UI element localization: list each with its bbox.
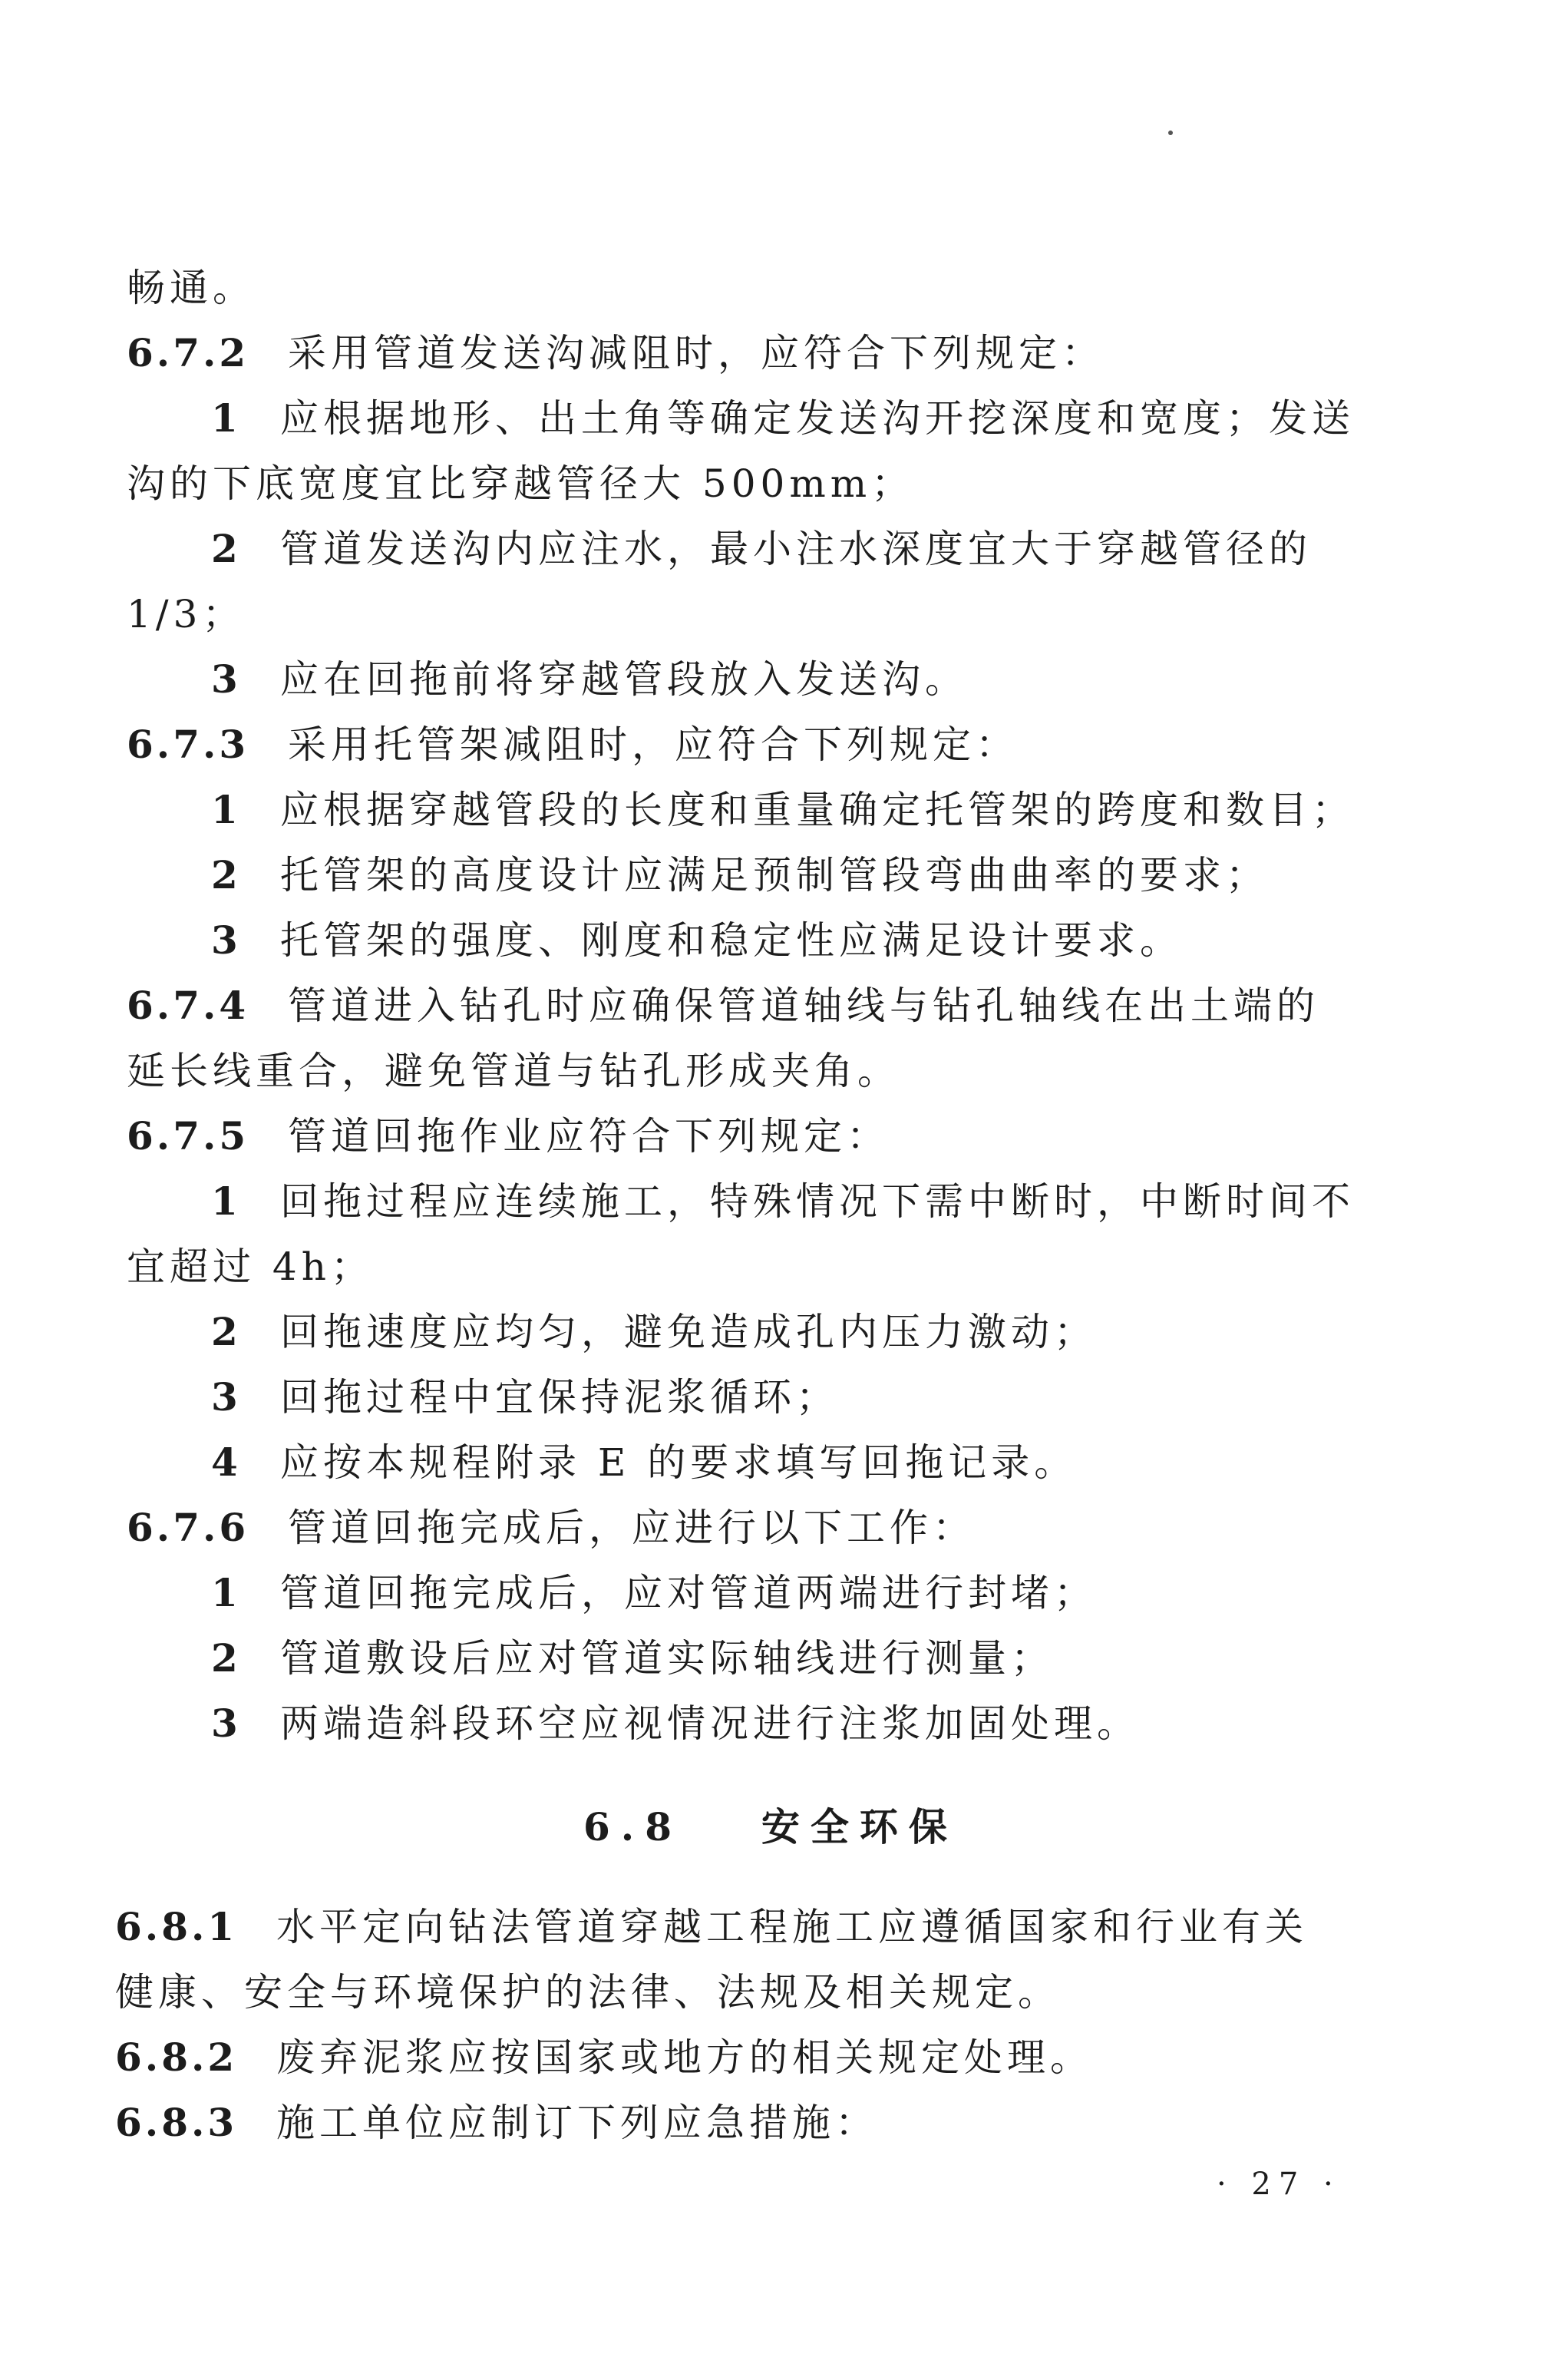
section-title: 安全环保 xyxy=(761,1804,958,1849)
item-line xyxy=(211,1701,1140,1747)
clause-number: 6.8.1 xyxy=(115,1904,238,1949)
clause-number: 6.7.6 xyxy=(127,1505,249,1550)
item-text: 回拖速度应均匀，避免造成孔内压力激动； xyxy=(280,1310,1097,1354)
clause-text: 管道回拖完成后，应进行以下工作： xyxy=(288,1506,976,1550)
clause-text: 采用管道发送沟减阻时，应符合下列规定： xyxy=(288,331,1105,375)
scan-speck xyxy=(1168,131,1173,135)
item-text: 应按本规程附录 E 的要求填写回拖记录。 xyxy=(280,1440,1078,1485)
text-line xyxy=(127,1244,374,1290)
item-line xyxy=(211,395,1355,441)
line-text: 1/3； xyxy=(127,592,246,636)
item-number: 2 xyxy=(211,526,241,571)
clause-number: 6.7.5 xyxy=(127,1113,249,1159)
item-text: 回拖过程中宜保持泥浆循环； xyxy=(280,1375,839,1420)
clause-6-7-5 xyxy=(127,1113,890,1159)
clause-text: 废弃泥浆应按国家或地方的相关规定处理。 xyxy=(276,2035,1093,2080)
clause-number: 6.8.3 xyxy=(115,2100,238,2145)
line-text: 沟的下底宽度宜比穿越管径大 500mm； xyxy=(127,461,915,506)
item-line xyxy=(211,1374,839,1420)
line-text: 延长线重合，避免管道与钻孔形成夹角。 xyxy=(127,1049,900,1093)
item-number: 3 xyxy=(211,656,241,702)
item-line xyxy=(211,526,1312,572)
item-number: 2 xyxy=(211,1309,241,1354)
item-number: 1 xyxy=(211,395,241,441)
item-number: 1 xyxy=(211,1570,241,1615)
line-text: 健康、安全与环境保护的法律、法规及相关规定。 xyxy=(115,1970,1061,2015)
clause-number: 6.7.4 xyxy=(127,983,249,1028)
item-text: 管道发送沟内应注水，最小注水深度宜大于穿越管径的 xyxy=(280,527,1312,571)
item-text: 回拖过程应连续施工，特殊情况下需中断时，中断时间不 xyxy=(280,1179,1355,1224)
text-line xyxy=(127,265,256,311)
clause-6-7-4 xyxy=(127,983,1319,1029)
text-line xyxy=(127,1048,900,1094)
clause-6-8-3 xyxy=(115,2100,878,2146)
item-number: 2 xyxy=(211,852,241,897)
clause-6-8-1 xyxy=(115,1904,1308,1950)
item-line xyxy=(211,787,1355,833)
text-line xyxy=(115,1969,1061,2015)
clause-number: 6.7.2 xyxy=(127,330,249,375)
line-text: 宜超过 4h； xyxy=(127,1245,374,1289)
item-line xyxy=(211,656,968,702)
page-number: · 27 · xyxy=(1217,2167,1341,2202)
line-text: 畅通。 xyxy=(127,266,256,310)
item-text: 管道回拖完成后，应对管道两端进行封堵； xyxy=(280,1571,1097,1615)
item-number: 1 xyxy=(211,787,241,832)
section-number: 6.8 xyxy=(583,1804,682,1849)
item-number: 1 xyxy=(211,1178,241,1224)
clause-text: 管道回拖作业应符合下列规定： xyxy=(288,1114,890,1159)
item-line xyxy=(211,1635,1054,1681)
clause-6-7-6 xyxy=(127,1505,976,1551)
item-line xyxy=(211,1178,1355,1225)
item-number: 3 xyxy=(211,1701,241,1746)
item-line xyxy=(211,1570,1097,1616)
clause-number: 6.8.2 xyxy=(115,2035,238,2080)
text-line xyxy=(127,591,245,637)
item-text: 托管架的高度设计应满足预制管段弯曲曲率的要求； xyxy=(280,853,1269,897)
clause-6-8-2 xyxy=(115,2035,1093,2081)
item-line xyxy=(211,917,1183,964)
section-heading xyxy=(583,1804,958,1850)
item-number: 3 xyxy=(211,917,241,963)
item-number: 2 xyxy=(211,1635,241,1681)
item-text: 托管架的强度、刚度和稳定性应满足设计要求。 xyxy=(280,918,1183,963)
clause-number: 6.7.3 xyxy=(127,722,249,767)
item-line xyxy=(211,852,1269,898)
item-number: 3 xyxy=(211,1374,241,1420)
clause-6-7-2 xyxy=(127,330,1105,376)
text-line xyxy=(127,461,914,507)
item-text: 应根据地形、出土角等确定发送沟开挖深度和宽度；发送 xyxy=(280,396,1355,441)
item-line xyxy=(211,1440,1077,1486)
clause-6-7-3 xyxy=(127,722,1019,768)
clause-text: 管道进入钻孔时应确保管道轴线与钻孔轴线在出土端的 xyxy=(288,983,1319,1028)
item-text: 应在回拖前将穿越管段放入发送沟。 xyxy=(280,657,968,702)
clause-text: 采用托管架减阻时，应符合下列规定： xyxy=(288,722,1019,767)
clause-text: 水平定向钻法管道穿越工程施工应遵循国家和行业有关 xyxy=(276,1905,1308,1949)
item-line xyxy=(211,1309,1097,1355)
clause-text: 施工单位应制订下列应急措施： xyxy=(276,2101,878,2145)
item-text: 管道敷设后应对管道实际轴线进行测量； xyxy=(280,1636,1054,1681)
item-number: 4 xyxy=(211,1440,241,1485)
item-text: 应根据穿越管段的长度和重量确定托管架的跨度和数目； xyxy=(280,788,1355,832)
item-text: 两端造斜段环空应视情况进行注浆加固处理。 xyxy=(280,1701,1140,1746)
